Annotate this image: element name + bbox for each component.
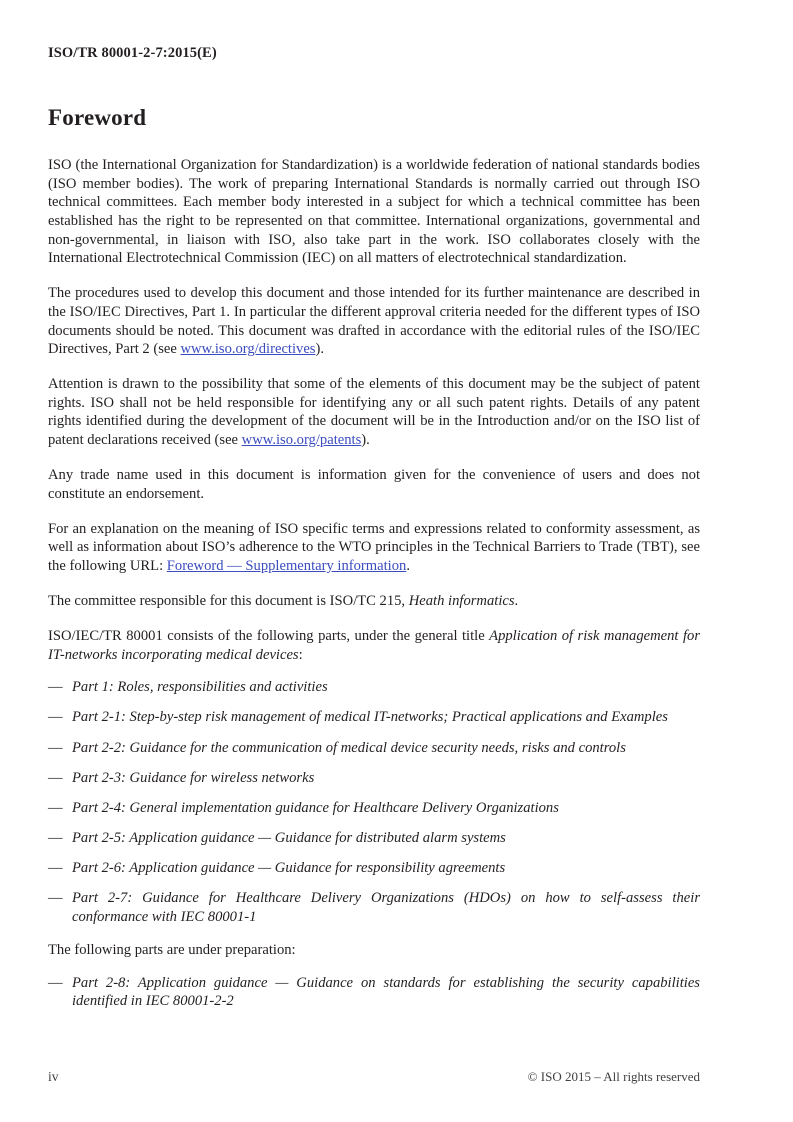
committee-title: Heath informatics bbox=[408, 593, 515, 610]
paragraph-procedures bbox=[48, 284, 700, 358]
paragraph-under-preparation bbox=[48, 941, 700, 960]
list-item bbox=[48, 829, 700, 848]
em-dash-marker: — bbox=[48, 974, 63, 991]
paragraph-text-part: Attention is drawn to the possibility that some of the elements of this document may be the subject of patent rights. ISO shall not be held responsible for identifying any or all such patent rights. Details of any patent rights identified during the development of the document will be in the Introduction and/or on the ISO list of patent declarations received (see bbox=[48, 376, 700, 449]
document-reference-header: ISO/TR 80001-2-7:2015(E) bbox=[48, 45, 217, 61]
paragraph-text-part: . bbox=[406, 557, 410, 574]
list-item bbox=[48, 859, 700, 878]
paragraph-text-part: For an explanation on the meaning of ISO specific terms and expressions related to conformity assessment, as well as information about ISO’s adherence to the WTO principles in the Technical Barriers to Trade (TBT), see the following URL: bbox=[48, 520, 700, 574]
paragraph-text: Any trade name used in this document is information given for the convenience of users and does not constitute an endorsement. bbox=[48, 467, 700, 502]
paragraph-text-part: . bbox=[514, 593, 519, 610]
em-dash-marker: — bbox=[48, 769, 63, 786]
page-footer bbox=[48, 1069, 700, 1085]
paragraph-iso-description bbox=[48, 156, 700, 268]
list-item bbox=[48, 974, 700, 1011]
list-item bbox=[48, 889, 700, 926]
list-item-label: Part 2-2: Guidance for the communication of medical device security needs, risks and controls bbox=[72, 739, 626, 756]
paragraph-trade-name bbox=[48, 466, 700, 503]
list-item-label: Part 2-5: Application guidance — Guidance for distributed alarm systems bbox=[72, 829, 506, 846]
paragraph-text-part: ISO/IEC/TR 80001 consists of the following parts, under the general title bbox=[48, 628, 490, 645]
em-dash-marker: — bbox=[48, 829, 63, 846]
document-body bbox=[48, 105, 700, 1022]
paragraph-parts-intro bbox=[48, 627, 700, 664]
list-item-label: Part 2-1: Step-by-step risk management of medical IT-networks; Practical applications and Examples bbox=[72, 709, 668, 726]
general-title: Application of risk management for IT-networks incorporating medical devices bbox=[48, 628, 700, 663]
copyright-notice: © ISO 2015 – All rights reserved bbox=[527, 1069, 700, 1084]
em-dash-marker: — bbox=[48, 859, 63, 876]
paragraph-text: The following parts are under preparation: bbox=[48, 942, 296, 959]
paragraph-text-part: ). bbox=[315, 341, 325, 358]
list-item bbox=[48, 739, 700, 758]
preparation-parts-list bbox=[48, 974, 700, 1011]
link-iso-patents[interactable]: www.iso.org/patents bbox=[241, 432, 362, 449]
em-dash-marker: — bbox=[48, 739, 63, 756]
list-item-label: Part 2-8: Application guidance — Guidance on standards for establishing the security capabilities identified in IEC 80001-2-2 bbox=[72, 974, 700, 1010]
paragraph-conformity-assessment bbox=[48, 520, 700, 576]
list-item bbox=[48, 799, 700, 818]
em-dash-marker: — bbox=[48, 709, 63, 726]
paragraph-text-part: ). bbox=[361, 432, 370, 449]
list-item-label: Part 2-7: Guidance for Healthcare Delivery Organizations (HDOs) on how to self-assess their conformance with IEC 80001-1 bbox=[72, 890, 700, 925]
link-foreword-supplementary-information[interactable]: Foreword — Supplementary information bbox=[166, 557, 407, 574]
paragraph-text-part: The committee responsible for this document is ISO/TC 215, bbox=[48, 593, 409, 610]
em-dash-marker: — bbox=[48, 799, 63, 816]
em-dash-marker: — bbox=[48, 890, 63, 907]
em-dash-marker: — bbox=[48, 679, 63, 696]
list-item bbox=[48, 769, 700, 788]
list-item-label: Part 2-6: Application guidance — Guidance for responsibility agreements bbox=[72, 859, 506, 876]
paragraph-text-part: : bbox=[298, 646, 303, 663]
paragraph-patent-rights bbox=[48, 375, 700, 449]
list-item bbox=[48, 678, 700, 697]
paragraph-text-part: The procedures used to develop this document and those intended for its further maintenance are described in the ISO/IEC Directives, Part 1. In particular the different approval criteria needed for the different types of ISO documents should be noted. This document was drafted in accordance with the editorial rules of the ISO/IEC Directives, Part 2 (see bbox=[48, 285, 700, 358]
page-title: Foreword bbox=[48, 105, 147, 130]
list-item-label: Part 2-3: Guidance for wireless networks bbox=[72, 769, 315, 786]
page-number: iv bbox=[48, 1069, 59, 1084]
link-iso-directives[interactable]: www.iso.org/directives bbox=[180, 341, 316, 358]
paragraph-text: ISO (the International Organization for Standardization) is a worldwide federation of national standards bodies (ISO member bodies). The work of preparing International Standards is normally carried out through ISO technical committees. Each member body interested in a subject for which a technical committee has been established has the right to be represented on that committee. International organizations, governmental and non-governmental, in liaison with ISO, also take part in the work. ISO collaborates closely with the International Electrotechnical Commission (IEC) on all matters of electrotechnical standardization. bbox=[48, 157, 700, 267]
list-item-label: Part 2-4: General implementation guidance for Healthcare Delivery Organizations bbox=[72, 799, 559, 816]
published-parts-list bbox=[48, 678, 700, 926]
paragraph-committee bbox=[48, 592, 700, 611]
list-item-label: Part 1: Roles, responsibilities and activities bbox=[72, 679, 328, 696]
list-item bbox=[48, 708, 700, 727]
